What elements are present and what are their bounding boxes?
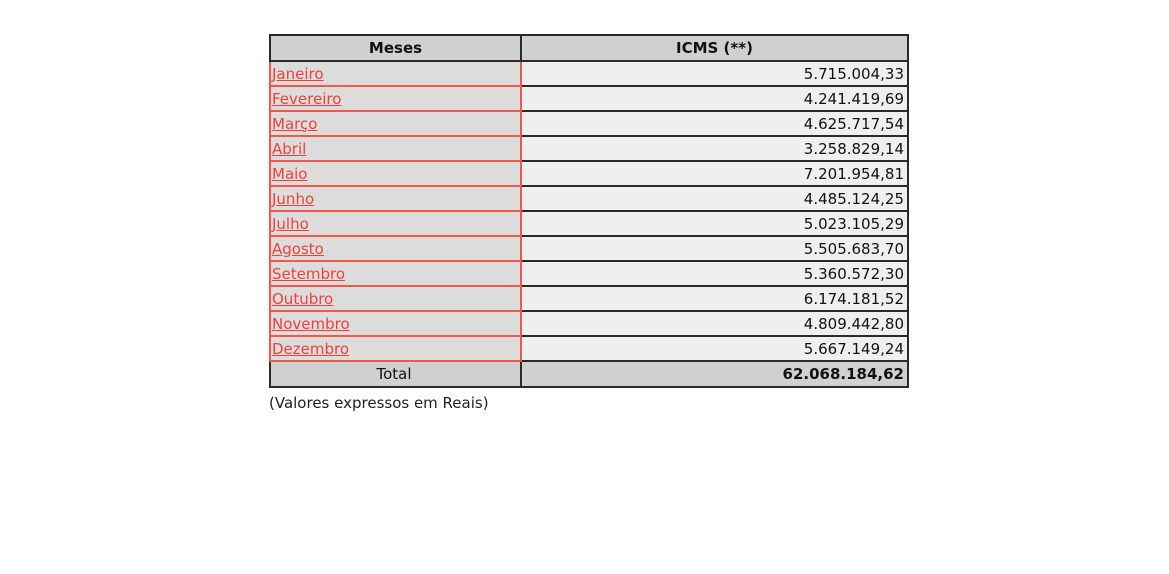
icms-value-cell: 4.625.717,54 — [521, 111, 908, 136]
month-cell — [270, 286, 521, 311]
icms-value-cell: 4.485.124,25 — [521, 186, 908, 211]
month-link-novembro[interactable]: Novembro — [272, 314, 350, 333]
icms-table-container — [269, 34, 909, 412]
month-cell — [270, 236, 521, 261]
month-link-janeiro[interactable]: Janeiro — [272, 64, 324, 83]
table-header-row — [270, 35, 908, 61]
month-cell — [270, 86, 521, 111]
table-row — [270, 111, 908, 136]
month-cell — [270, 336, 521, 361]
month-cell — [270, 111, 521, 136]
table-row — [270, 286, 908, 311]
table-row — [270, 136, 908, 161]
month-link-junho[interactable]: Junho — [272, 189, 315, 208]
month-link-dezembro[interactable]: Dezembro — [272, 339, 350, 358]
month-cell — [270, 261, 521, 286]
table-row — [270, 186, 908, 211]
month-cell — [270, 311, 521, 336]
month-cell — [270, 186, 521, 211]
month-link-fevereiro[interactable]: Fevereiro — [272, 89, 342, 108]
month-link-outubro[interactable]: Outubro — [272, 289, 334, 308]
icms-value-cell: 5.023.105,29 — [521, 211, 908, 236]
month-cell — [270, 61, 521, 86]
month-link-abril[interactable]: Abril — [272, 139, 307, 158]
month-cell — [270, 136, 521, 161]
month-cell — [270, 161, 521, 186]
month-link-marco[interactable]: Março — [272, 114, 318, 133]
icms-value-cell: 4.809.442,80 — [521, 311, 908, 336]
month-link-maio[interactable]: Maio — [272, 164, 308, 183]
icms-value-cell: 4.241.419,69 — [521, 86, 908, 111]
table-row — [270, 86, 908, 111]
icms-value-cell: 5.505.683,70 — [521, 236, 908, 261]
table-row — [270, 61, 908, 86]
icms-monthly-table — [269, 34, 909, 388]
icms-value-cell: 5.667.149,24 — [521, 336, 908, 361]
icms-value-cell: 3.258.829,14 — [521, 136, 908, 161]
table-row — [270, 161, 908, 186]
total-value: 62.068.184,62 — [521, 361, 908, 387]
month-link-setembro[interactable]: Setembro — [272, 264, 346, 283]
table-row — [270, 261, 908, 286]
icms-value-cell: 5.360.572,30 — [521, 261, 908, 286]
icms-value-cell: 7.201.954,81 — [521, 161, 908, 186]
header-months: Meses — [270, 35, 521, 61]
table-row — [270, 311, 908, 336]
month-link-agosto[interactable]: Agosto — [272, 239, 324, 258]
icms-value-cell: 6.174.181,52 — [521, 286, 908, 311]
table-row — [270, 211, 908, 236]
icms-value-cell: 5.715.004,33 — [521, 61, 908, 86]
table-total-row — [270, 361, 908, 387]
values-note: (Valores expressos em Reais) — [269, 394, 489, 412]
table-row — [270, 236, 908, 261]
month-cell — [270, 211, 521, 236]
header-icms: ICMS (**) — [521, 35, 908, 61]
table-row — [270, 336, 908, 361]
month-link-julho[interactable]: Julho — [272, 214, 309, 233]
total-label: Total — [270, 361, 521, 387]
